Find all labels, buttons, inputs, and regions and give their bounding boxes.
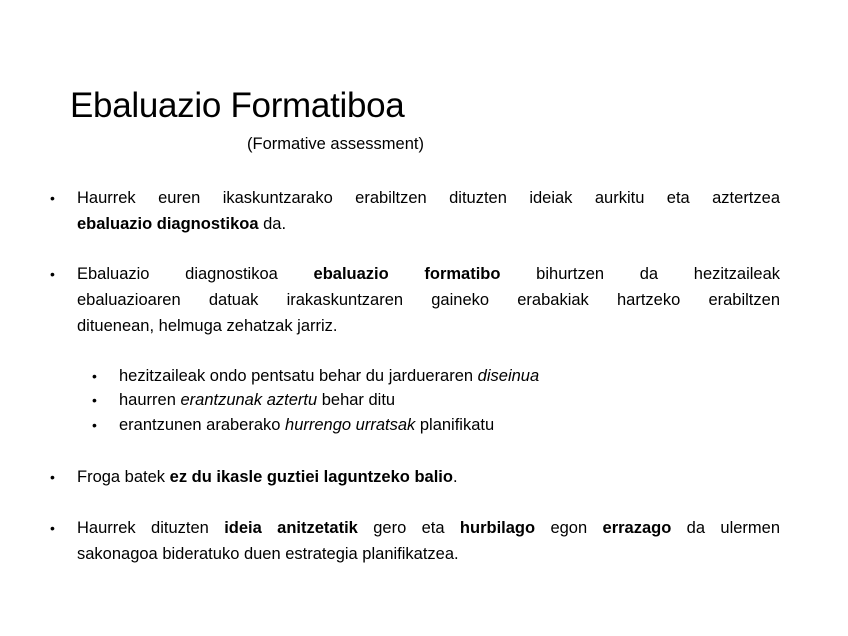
italic-run: erantzunak aztertu xyxy=(180,391,318,409)
bold-run: ebaluazio diagnostikoa xyxy=(77,215,259,233)
text-run: . xyxy=(452,468,458,486)
bullet-2-line-3: dituenean, helmuga zehatzak jarriz. xyxy=(77,317,338,335)
sub-bullet-1 xyxy=(119,364,539,389)
text-run: hezitzaileak ondo pentsatu behar du jardueraren xyxy=(119,367,478,385)
slide-subtitle: (Formative assessment) xyxy=(247,135,424,153)
text-run: gero eta xyxy=(357,519,460,537)
text-run: Froga batek xyxy=(77,468,170,486)
bullet-dot: • xyxy=(50,190,55,206)
text-run: Haurrek euren ikaskuntzarako erabiltzen dituzten ideiak aurkitu eta aztertzea xyxy=(77,189,780,207)
sub-bullet-2 xyxy=(119,388,395,413)
bullet-2-line-2: ebaluazioaren datuak irakaskuntzaren gaineko erabakiak hartzeko erabiltzen xyxy=(77,291,780,309)
text-run: bihurtzen da hezitzaileak xyxy=(500,265,781,283)
bold-run: ebaluazio formatibo xyxy=(313,265,501,283)
bullet-4-line-2: sakonagoa bideratuko duen estrategia planifikatzea. xyxy=(77,545,459,563)
slide-title: Ebaluazio Formatiboa xyxy=(70,86,405,125)
bullet-3-line-1 xyxy=(77,464,780,490)
bold-run: ez du ikasle guztiei laguntzeko balio xyxy=(169,468,453,486)
text-run: da. xyxy=(258,215,287,233)
text-run: planifikatu xyxy=(415,416,495,434)
sub-bullet-dot: • xyxy=(92,417,97,433)
bullet-1-line-1 xyxy=(77,185,780,211)
italic-run: diseinua xyxy=(477,367,540,385)
text-run: egon xyxy=(535,519,603,537)
text-run: haurren xyxy=(119,391,181,409)
text-run: da ulermen xyxy=(671,519,781,537)
text-run: behar ditu xyxy=(317,391,396,409)
bullet-4-line-1 xyxy=(77,515,780,541)
sub-bullet-dot: • xyxy=(92,392,97,408)
bold-run: ideia anitzetatik xyxy=(224,519,358,537)
sub-bullet-dot: • xyxy=(92,368,97,384)
text-run: Haurrek dituzten xyxy=(77,519,225,537)
bold-run: errazago xyxy=(602,519,672,537)
bullet-1-line-2 xyxy=(77,211,780,237)
sub-bullet-3 xyxy=(119,413,494,438)
bullet-dot: • xyxy=(50,266,55,282)
bullet-2-line-1 xyxy=(77,261,780,287)
text-run: Ebaluazio diagnostikoa xyxy=(77,265,314,283)
italic-run: hurrengo urratsak xyxy=(285,416,416,434)
bold-run: hurbilago xyxy=(459,519,536,537)
bullet-dot: • xyxy=(50,520,55,536)
bullet-dot: • xyxy=(50,469,55,485)
text-run: erantzunen araberako xyxy=(119,416,286,434)
